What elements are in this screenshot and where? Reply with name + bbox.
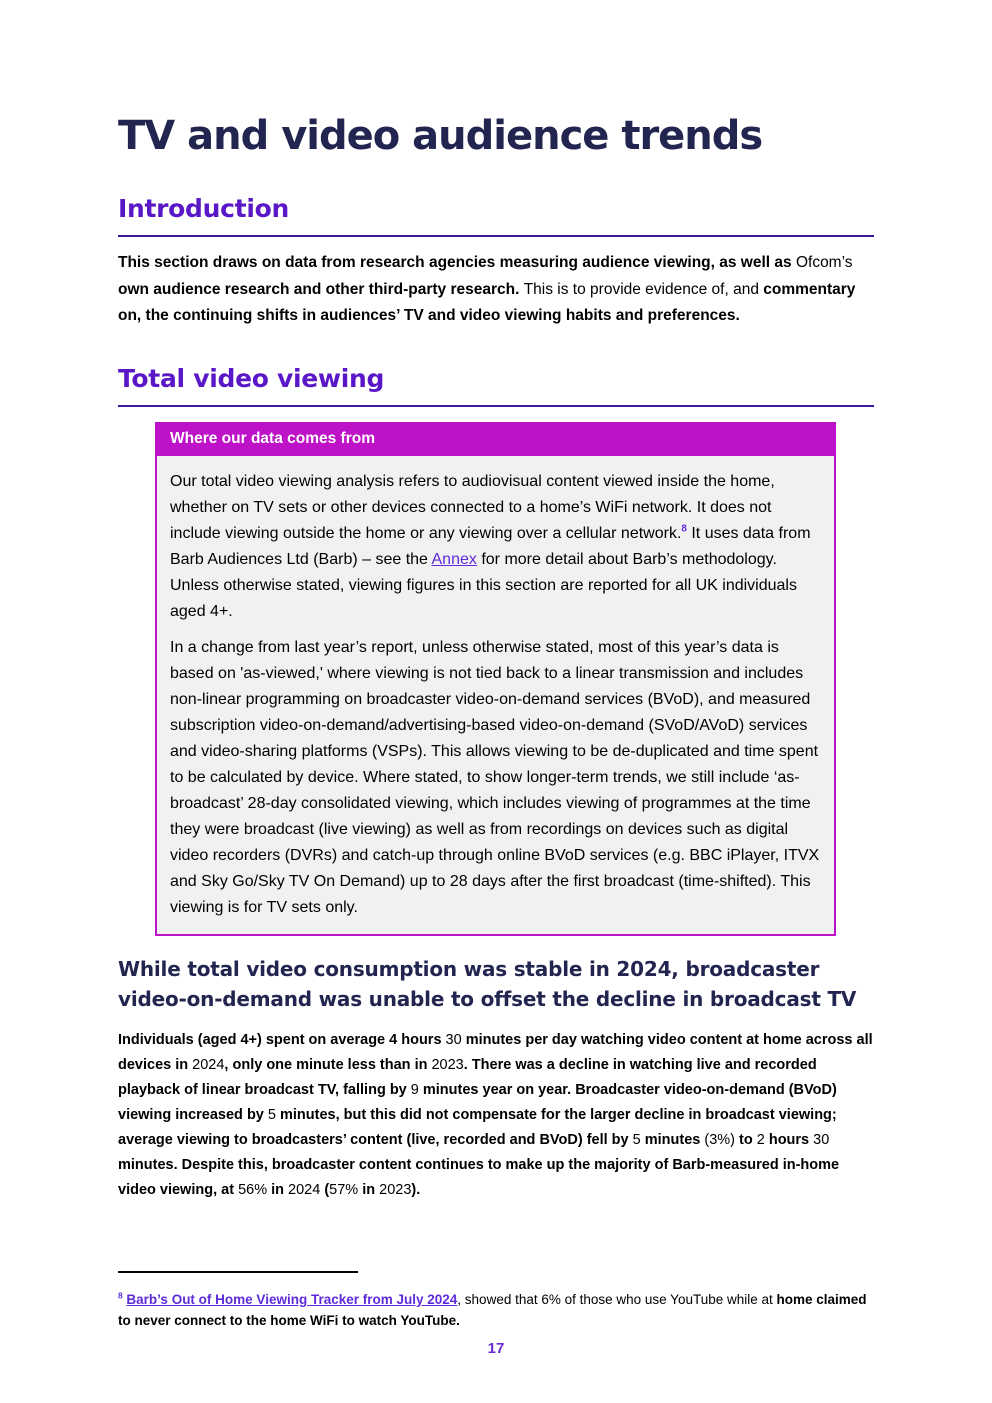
- text-run: 2024: [288, 1181, 321, 1198]
- text-run: This is to provide evidence of, and: [523, 280, 764, 298]
- text-run: 5: [267, 1106, 276, 1123]
- text-run: Our total video viewing analysis refers to audiovisual content viewed inside the home, whether on TV sets or other devices connected to a home’s WiFi network. It does not include viewing outside the home or any viewing over a cellular network.: [170, 472, 775, 542]
- text-run: 9: [410, 1081, 419, 1098]
- footnote-text: [118, 1290, 874, 1332]
- text-run: 30: [813, 1131, 830, 1148]
- text-run: 30: [445, 1031, 462, 1048]
- callout-box-body: [157, 456, 834, 934]
- text-run: Ofcom’s: [795, 254, 853, 271]
- callout-paragraph-2: In a change from last year’s report, unless otherwise stated, most of this year’s data is based on 'as-viewed,' where viewing is not tied back to a linear transmission and includes non-linear programming on broadcaster video-on-demand services (BVoD), and measured subscription video-on-demand/advertising-based video-on-demand (SVoD/AVoD) services and video-sharing platforms (VSPs). This allows viewing to be de-duplicated and time spent to be calculated by device. Where stated, to show longer-term trends, we still include ‘as-broadcast’ 28-day consolidated viewing, which includes viewing of programmes at the time they were broadcast (live viewing) as well as from recordings on devices such as digital video recorders (DVRs) and catch-up through online BVoD services (e.g. BBC iPlayer, ITVX and Sky Go/Sky TV On Demand) up to 28 days after the first broadcast (time-shifted). This viewing is for TV sets only.: [170, 638, 820, 916]
- text-run: to: [734, 1131, 757, 1148]
- callout-box-title: Where our data comes from: [157, 424, 834, 456]
- text-run: in: [358, 1181, 380, 1198]
- text-run: minutes. Despite this, broadcaster content continues to make up the majority of Barb-measured in-home video viewing, at: [118, 1156, 840, 1198]
- text-run: 57%: [329, 1181, 359, 1198]
- introduction-paragraph: [118, 250, 874, 330]
- text-run: . There was a decline in watching live and recorded playback of linear broadcast TV, falling by: [118, 1056, 817, 1098]
- text-run: This section draws on data from research agencies measuring audience viewing, as well as: [118, 254, 796, 271]
- text-run: 2: [756, 1131, 765, 1148]
- annex-link[interactable]: Annex: [431, 550, 477, 568]
- text-run: home claimed to never connect to the home WiFi to watch YouTube.: [118, 1292, 867, 1329]
- text-run: 5: [632, 1131, 641, 1148]
- page-number: 17: [487, 1340, 505, 1357]
- text-run: ).: [411, 1181, 421, 1198]
- text-run: commentary on, the continuing shifts in audiences’ TV and video viewing habits and preferences.: [118, 280, 856, 325]
- finding-paragraph: [118, 1028, 874, 1203]
- text-run: hours: [764, 1131, 814, 1148]
- text-run: 2023: [431, 1056, 464, 1073]
- text-run: (: [320, 1181, 330, 1198]
- footnote-separator: [118, 1271, 358, 1273]
- text-run: (3%): [704, 1131, 735, 1148]
- text-run: , only one minute less than in: [224, 1056, 432, 1073]
- text-run: minutes: [640, 1131, 705, 1148]
- footnote-link[interactable]: Barb’s Out of Home Viewing Tracker from July 2024: [126, 1292, 458, 1308]
- introduction-heading: Introduction: [118, 194, 874, 237]
- text-run: 2024: [192, 1056, 225, 1073]
- text-run: in: [267, 1181, 289, 1198]
- text-run: own audience research and other third-party research.: [118, 280, 524, 298]
- text-run: 2023: [379, 1181, 412, 1198]
- data-source-callout-box: [155, 422, 836, 936]
- footnote-marker-8[interactable]: 8: [118, 1290, 123, 1301]
- page-footer: [118, 1271, 874, 1357]
- finding-subheading: While total video consumption was stable in 2024, broadcaster video-on-demand was unable to offset the decline in broadcast TV: [118, 956, 857, 1011]
- text-run: 56%: [238, 1181, 268, 1198]
- text-run: It uses data from Barb Audiences Ltd (Barb) – see the: [170, 524, 811, 568]
- text-run: , showed that 6% of those who use YouTube while at: [457, 1292, 777, 1308]
- callout-paragraph-1: [170, 469, 821, 625]
- text-run: minutes, but this did not compensate for the larger decline in broadcast viewing; average viewing to broadcasters’ content (live, recorded and BVoD) fell by: [118, 1106, 837, 1148]
- text-run: for more detail about Barb’s methodology. Unless otherwise stated, viewing figures in this section are reported for all UK individuals aged 4+.: [170, 550, 797, 620]
- text-run: minutes year on year. Broadcaster video-on-demand (BVoD) viewing increased by: [118, 1081, 837, 1123]
- total-video-viewing-heading: Total video viewing: [118, 364, 874, 407]
- page-title: TV and video audience trends: [118, 113, 763, 159]
- footnote-ref-8[interactable]: 8: [681, 523, 687, 535]
- text-run: minutes per day watching video content at home across all devices in: [118, 1031, 873, 1073]
- text-run: Individuals (aged 4+) spent on average 4 hours: [118, 1031, 446, 1048]
